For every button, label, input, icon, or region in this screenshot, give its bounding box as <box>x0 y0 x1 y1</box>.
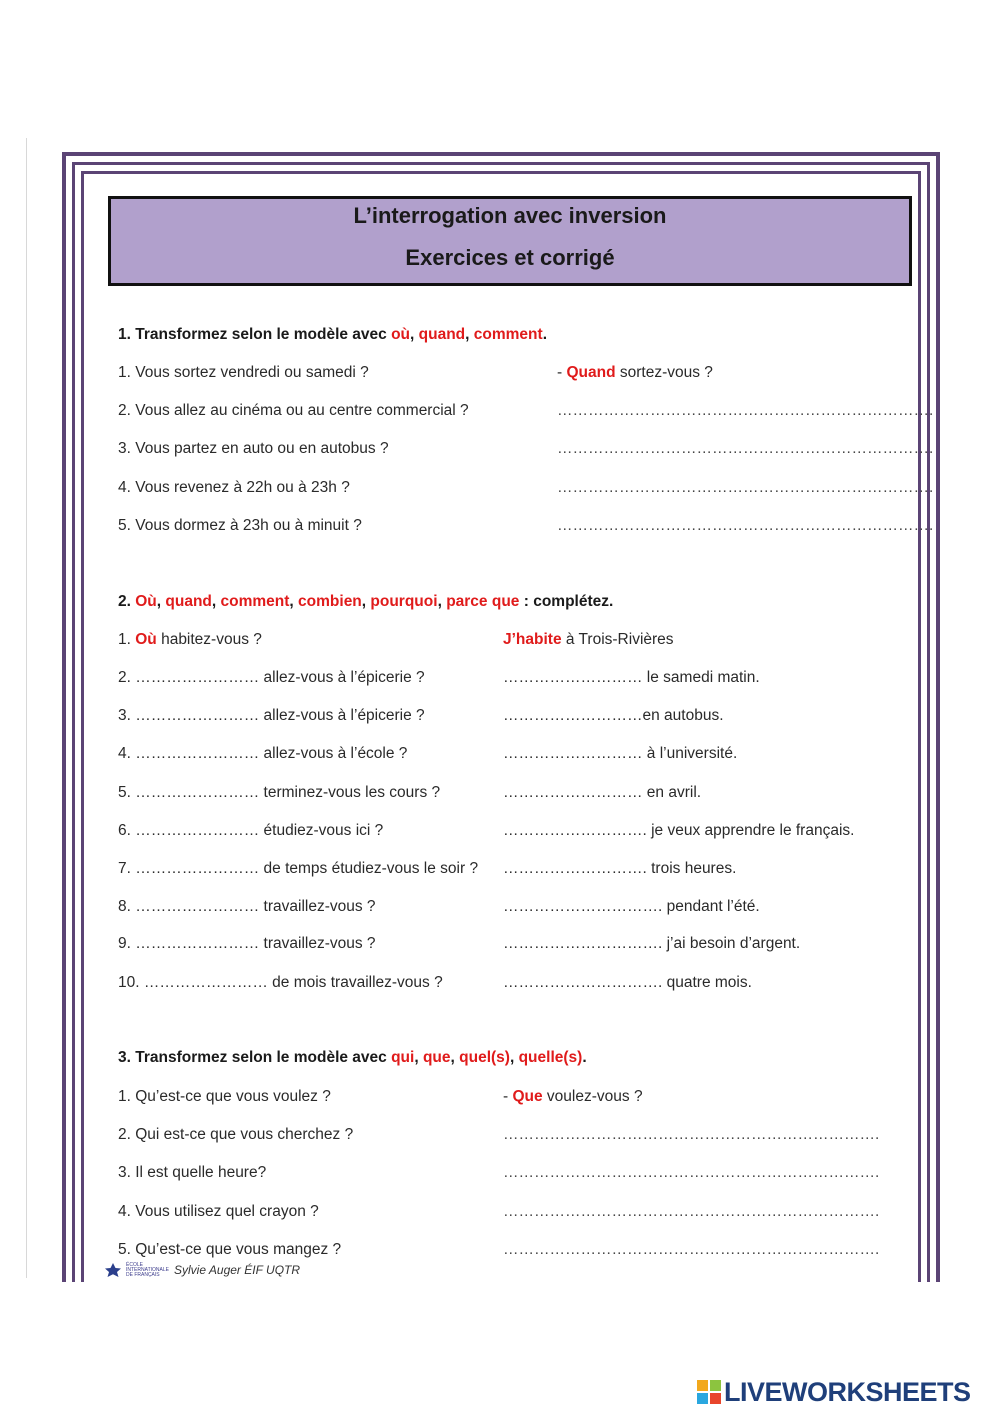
ex2-answer-blank[interactable]: …………………………. j’ai besoin d’argent. <box>503 935 801 952</box>
ex1-answer-blank[interactable]: ………………………………………………………………. <box>557 517 934 534</box>
ex3-answer-blank[interactable]: ………………………………………………………………. <box>503 1126 880 1143</box>
ex2-answer-blank[interactable]: ……………………… le samedi matin. <box>503 669 760 686</box>
brand-name: LIVEWORKSHEETS <box>724 1377 971 1407</box>
ex2-model-question: 1. Où habitez-vous ? <box>118 631 262 648</box>
title-box <box>108 196 912 286</box>
exercise-1-heading: 1. Transformez selon le modèle avec où, quand, comment. <box>118 326 547 343</box>
ex2-model-answer: J’habite à Trois-Rivières <box>503 631 674 648</box>
ex2-question-blank[interactable]: 2. …………………… allez-vous à l’épicerie ? <box>118 669 425 686</box>
ex3-answer-blank[interactable]: ………………………………………………………………. <box>503 1203 880 1220</box>
ex2-question-blank[interactable]: 9. …………………… travaillez-vous ? <box>118 935 376 952</box>
ex3-question: 5. Qu’est-ce que vous mangez ? <box>118 1241 342 1258</box>
ex3-question: 2. Qui est-ce que vous cherchez ? <box>118 1126 354 1143</box>
ex1-question: 4. Vous revenez à 22h ou à 23h ? <box>118 479 350 496</box>
ex3-model-answer: - Que voulez-vous ? <box>503 1088 643 1105</box>
ex1-question: 3. Vous partez en auto ou en autobus ? <box>118 440 389 457</box>
ex2-question-blank[interactable]: 5. …………………… terminez-vous les cours ? <box>118 784 441 801</box>
ex2-answer-blank[interactable]: …………………………. quatre mois. <box>503 974 752 991</box>
ex2-answer-blank[interactable]: …………………………. pendant l’été. <box>503 898 760 915</box>
ex1-answer-blank[interactable]: ………………………………………………………………. <box>557 402 934 419</box>
ex2-answer-blank[interactable]: ……………………… en avril. <box>503 784 702 801</box>
ex3-answer-blank[interactable]: ………………………………………………………………. <box>503 1241 880 1258</box>
ex2-question-blank[interactable]: 3. …………………… allez-vous à l’épicerie ? <box>118 707 425 724</box>
ex3-question: 3. Il est quelle heure? <box>118 1164 267 1181</box>
ex2-answer-blank[interactable]: ………………………. je veux apprendre le français. <box>503 822 855 839</box>
ex1-question: 1. Vous sortez vendredi ou samedi ? <box>118 364 369 381</box>
ex2-question-blank[interactable]: 4. …………………… allez-vous à l’école ? <box>118 745 408 762</box>
school-logo-icon <box>102 1262 124 1278</box>
ex1-answer-blank[interactable]: ………………………………………………………………. <box>557 479 934 496</box>
school-name: ÉCOLE INTERNATIONALE DE FRANÇAIS <box>126 1262 169 1278</box>
ex2-question-blank[interactable]: 8. …………………… travaillez-vous ? <box>118 898 376 915</box>
ex1-question: 2. Vous allez au cinéma ou au centre commercial ? <box>118 402 469 419</box>
ex2-question-blank[interactable]: 10. …………………… de mois travaillez-vous ? <box>118 974 443 991</box>
ex1-question: 5. Vous dormez à 23h ou à minuit ? <box>118 517 362 534</box>
ex1-model-answer: - Quand sortez-vous ? <box>557 364 713 381</box>
ex2-answer-blank[interactable]: ………………………en autobus. <box>503 707 724 724</box>
left-margin-rule <box>26 138 27 1278</box>
ex3-answer-blank[interactable]: ………………………………………………………………. <box>503 1164 880 1181</box>
ex2-question-blank[interactable]: 6. …………………… étudiez-vous ici ? <box>118 822 384 839</box>
liveworksheets-logo-icon <box>697 1380 721 1404</box>
ex3-question: 1. Qu’est-ce que vous voulez ? <box>118 1088 331 1105</box>
ex3-question: 4. Vous utilisez quel crayon ? <box>118 1203 319 1220</box>
ex2-answer-blank[interactable]: ………………………. trois heures. <box>503 860 737 877</box>
exercise-3-heading: 3. Transformez selon le modèle avec qui, que, quel(s), quelle(s). <box>118 1049 587 1066</box>
exercise-2-heading: 2. Où, quand, comment, combien, pourquoi, parce que : complétez. <box>118 593 614 610</box>
page-subtitle: Exercices et corrigé <box>405 245 615 270</box>
page-title: L’interrogation avec inversion <box>353 203 667 228</box>
ex1-answer-blank[interactable]: ………………………………………………………………. <box>557 440 934 457</box>
ex2-answer-blank[interactable]: ……………………… à l’université. <box>503 745 738 762</box>
footer-author: Sylvie Auger ÉIF UQTR <box>174 1263 301 1277</box>
ex2-question-blank[interactable]: 7. …………………… de temps étudiez-vous le soir ? <box>118 860 479 877</box>
